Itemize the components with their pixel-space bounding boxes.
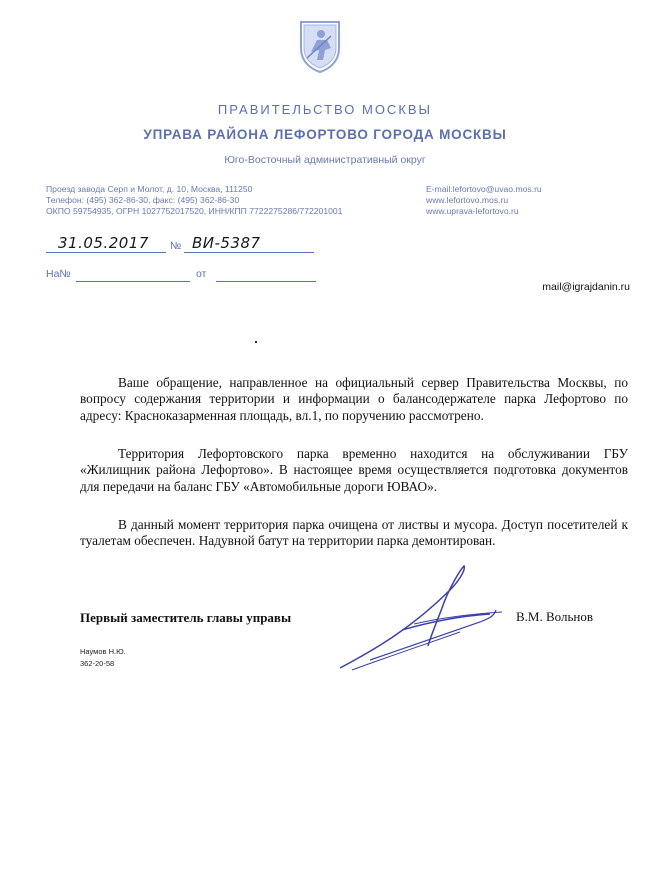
contacts-right — [426, 184, 542, 217]
site-line-1: www.lefortovo.mos.ru — [426, 195, 509, 205]
handwritten-signature — [330, 560, 510, 680]
signer-title: Первый заместитель главы управы — [80, 610, 292, 625]
codes-line: ОКПО 59754935, ОГРН 1027752017520, ИНН/КПП 7722275286/772201001 — [46, 206, 343, 216]
paragraph-3 — [80, 517, 628, 550]
contacts-left — [46, 184, 342, 217]
government-title: ПРАВИТЕЛЬСТВО МОСКВЫ — [217, 102, 433, 117]
handwritten-number: ВИ-5387 — [192, 234, 261, 252]
paragraph-1-text: Ваше обращение, направленное на официальный сервер Правительства Москвы, по вопросу содержания территории и информации о балансодержателе парка Лефортово по адресу: Красноказарменная площадь, вл.1, по поручению рассмотрено. — [80, 375, 628, 423]
address-line: Проезд завода Серп и Молот, д. 10, Москва, 111250 — [46, 184, 253, 194]
paragraph-3-text: В данный момент территория парка очищена от листвы и мусора. Доступ посетителей к туалетам обеспечен. Надувной батут на территории парка демонтирован. — [80, 517, 628, 549]
paragraph-2 — [80, 446, 628, 495]
paragraph-2-text: Территория Лефортовского парка временно находится на обслуживании ГБУ «Жилищник района Лефортово». В настоящее время осуществляется подготовка документов для передачи на баланс ГБУ «Автомобильные дороги ЮВАО». — [80, 446, 628, 494]
number-label: № — [170, 240, 182, 252]
number-underline — [184, 252, 314, 253]
district-subtitle: Юго-Восточный административный округ — [224, 154, 426, 166]
date-underline — [46, 252, 166, 253]
from-underline — [216, 281, 316, 282]
reference-label: На№ — [46, 268, 71, 280]
phone-line: Телефон: (495) 362-86-30, факс: (495) 362-86-30 — [46, 195, 240, 205]
recipient-email: mail@igrajdanin.ru — [542, 281, 630, 293]
email-line: E-mail:lefortovo@uvao.mos.ru — [426, 184, 542, 194]
from-label: от — [196, 268, 207, 280]
moscow-coat-of-arms-icon — [297, 18, 343, 74]
stray-dot — [255, 341, 257, 343]
organization-title: УПРАВА РАЙОНА ЛЕФОРТОВО ГОРОДА МОСКВЫ — [143, 127, 507, 142]
executor-name: Наумов Н.Ю. — [80, 647, 126, 656]
reference-underline — [76, 281, 190, 282]
signer-name: В.М. Вольнов — [516, 609, 593, 624]
executor-phone: 362-20-58 — [80, 659, 115, 668]
site-line-2: www.uprava-lefortovo.ru — [426, 206, 519, 216]
paragraph-1 — [80, 375, 628, 424]
handwritten-date: 31.05.2017 — [58, 234, 149, 252]
